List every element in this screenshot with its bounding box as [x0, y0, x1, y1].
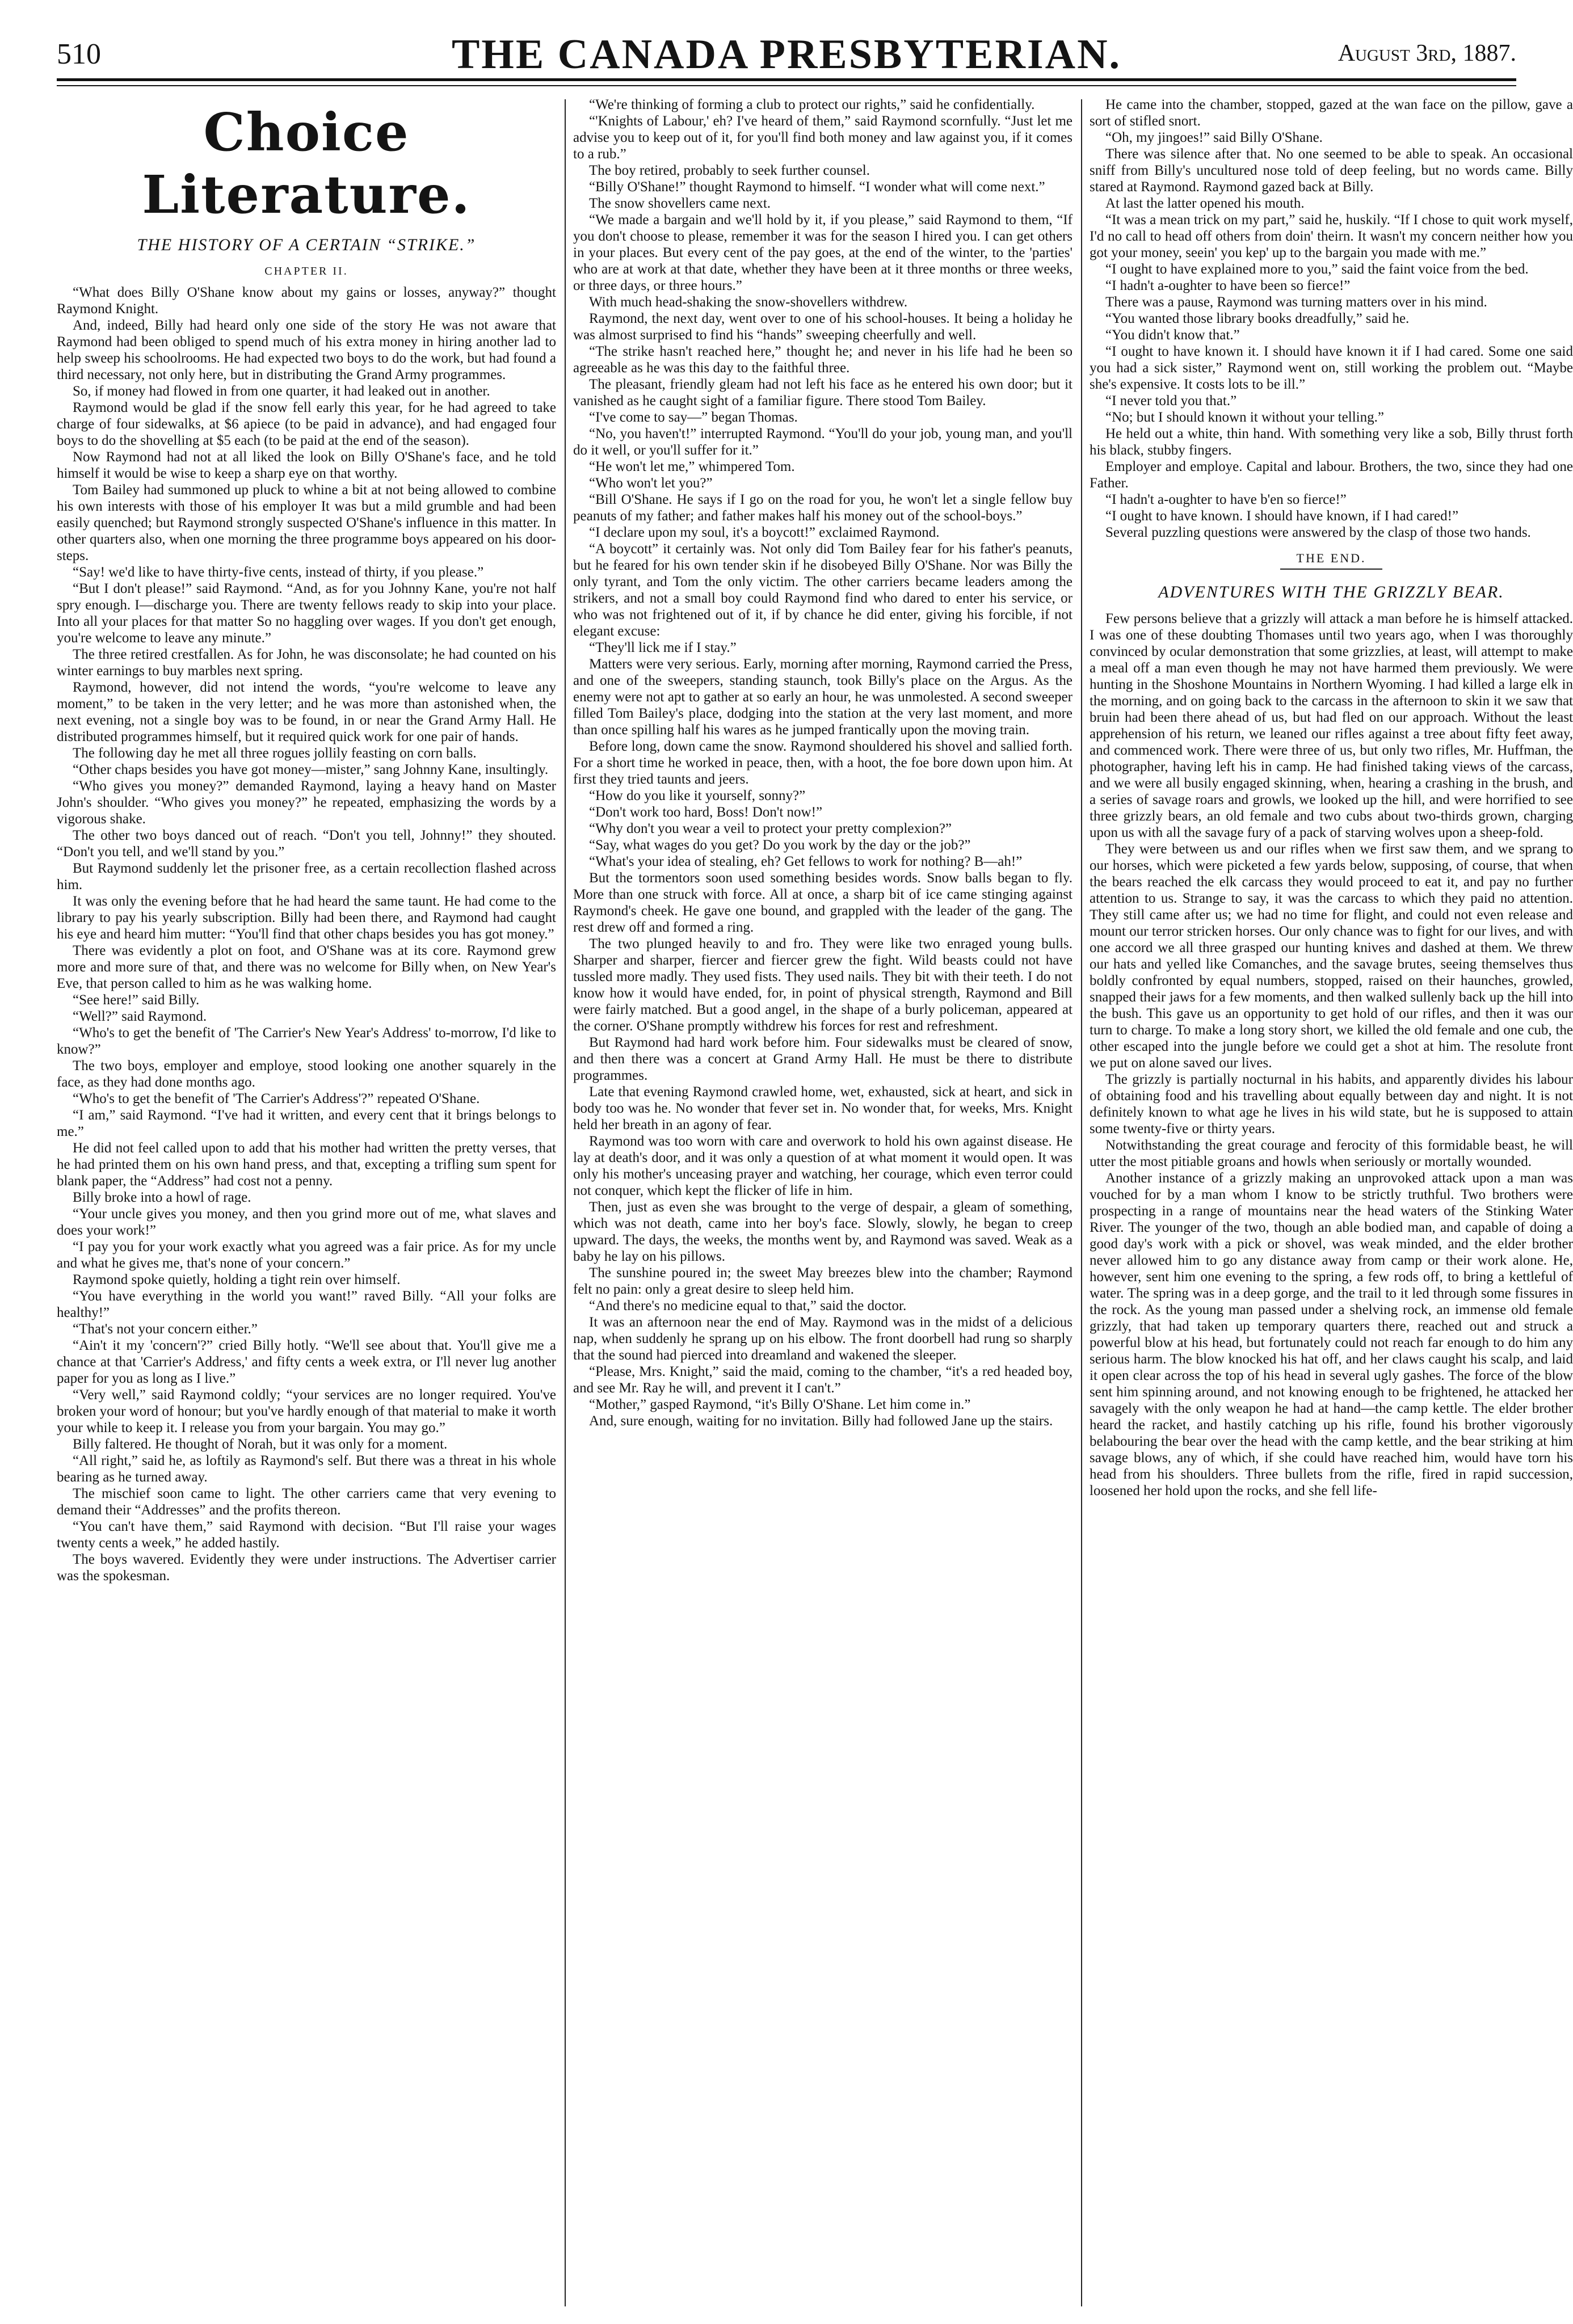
- paragraph: “Very well,” said Raymond coldly; “your services are no longer required. You've broken your word of honour; but you've hardly enough of that material to make it worth your while to keep it. I release you from your bargain. You may go.”: [57, 1387, 556, 1435]
- masthead-rule: [57, 78, 1516, 81]
- paragraph: “Bill O'Shane. He says if I go on the road for you, he won't let a single fellow buy peanuts of my father; and father makes half his money out of the school-boys.”: [573, 492, 1072, 524]
- paragraph: “What does Billy O'Shane know about my gains or losses, anyway?” thought Raymond Knight.: [57, 285, 556, 317]
- paragraph: “The strike hasn't reached here,” thought he; and never in his life had he been so agreeable as he was this day to the faithful three.: [573, 344, 1072, 376]
- paragraph: “I ought to have explained more to you,” said the faint voice from the bed.: [1105, 262, 1529, 277]
- paragraph: “A boycott” it certainly was. Not only did Tom Bailey fear for his father's peanuts, but he feared for his own tender skin if he disobeyed Billy O'Shane. Nor was Billy the only tyrant, and Tom the only victim. The other carriers became leaders among the strikers, and not a small boy could Raymond find who dared to enter his service, or who was not frightened out of it, if by chance he did enter, giving his forcible, if not elegant excuse:: [573, 541, 1072, 639]
- paragraph: But the tormentors soon used something besides words. Snow balls began to fly. More than one struck with force. All at once, a sharp bit of ice came stinging against Raymond's cheek. He gave one bound, and grappled with the leader of the gang. The rest drew off and formed a ring.: [573, 870, 1072, 935]
- paragraph: “I've come to say—” began Thomas.: [589, 410, 798, 425]
- paragraph: Billy broke into a howl of rage.: [73, 1190, 251, 1205]
- paragraph: “You wanted those library books dreadfully,” said he.: [1105, 311, 1410, 326]
- column-2: [573, 96, 1072, 2309]
- paragraph: “Other chaps besides you have got money—mister,” sang Johnny Kane, insultingly.: [73, 762, 549, 777]
- paragraph: And, indeed, Billy had heard only one side of the story He was not aware that Raymond had been obliged to spend much of his extra money in hiring another lad to help sweep his schoolrooms. He had expected two boys to do the work, but had found a third necessary, not only here, but in distributing the Grand Army programmes.: [57, 318, 556, 382]
- paragraph: “Please, Mrs. Knight,” said the maid, coming to the chamber, “it's a red headed boy, and see Mr. Ray he will, and prevent it I can't.”: [573, 1364, 1072, 1396]
- paragraph: But Raymond suddenly let the prisoner free, as a certain recollection flashed across him.: [57, 861, 556, 892]
- newspaper-title: THE CANADA PRESBYTERIAN.: [451, 31, 1122, 78]
- paragraph: “Say! we'd like to have thirty-five cents, instead of thirty, if you please.”: [73, 565, 484, 580]
- section-heading: Choice Literature.: [142, 102, 471, 225]
- paragraph: “Who's to get the benefit of 'The Carrier's New Year's Address' to-morrow, I'd like to know?”: [57, 1025, 556, 1057]
- paragraph: Raymond would be glad if the snow fell early this year, for he had agreed to take charge of four sidewalks, at $6 apiece (to be paid in advance), and had engaged four boys to do the shovelling at $5 each (to be paid at the end of the season).: [57, 400, 556, 448]
- paragraph: So, if money had flowed in from one quarter, it had leaked out in another.: [73, 384, 490, 399]
- paragraph: “I hadn't a-oughter to have b'en so fierce!”: [1105, 492, 1347, 507]
- paragraph: Several puzzling questions were answered by the clasp of those two hands.: [1105, 525, 1531, 540]
- paragraph: “'Knights of Labour,' eh? I've heard of them,” said Raymond scornfully. “Just let me advise you to keep out of it, for you'll find both money and law against you, if it comes to a rub.”: [573, 113, 1072, 162]
- article-body: [1090, 611, 1573, 1499]
- paragraph: “It was a mean trick on my part,” said he, huskily. “If I chose to quit work myself, I'd no call to head off others from doin' theirn. It wasn't my concern neither how you got your money, seein' you kep' up to the bargain you made with me.”: [1090, 212, 1573, 260]
- paragraph: The snow shovellers came next.: [589, 196, 771, 211]
- paragraph: The mischief soon came to light. The other carriers came that very evening to demand their “Addresses” and the profits thereon.: [57, 1486, 556, 1518]
- paragraph: “Oh, my jingoes!” said Billy O'Shane.: [1105, 130, 1323, 145]
- paragraph: The three retired crestfallen. As for John, he was disconsolate; he had counted on his winter earnings to buy marbles next spring.: [57, 647, 556, 679]
- paragraph: “They'll lick me if I stay.”: [589, 640, 737, 655]
- paragraph: The boy retired, probably to seek further counsel.: [589, 163, 870, 178]
- paragraph: He came into the chamber, stopped, gazed at the wan face on the pillow, gave a sort of stifled snort.: [1090, 97, 1573, 129]
- paragraph: “You have everything in the world you want!” raved Billy. “All your folks are healthy!”: [57, 1289, 556, 1320]
- paragraph: Raymond spoke quietly, holding a tight rein over himself.: [73, 1272, 401, 1287]
- column-1: [57, 96, 556, 2309]
- column-divider: [565, 99, 566, 2306]
- paragraph: “We're thinking of forming a club to protect our rights,” said he confidentially.: [589, 97, 1035, 112]
- paragraph: “Don't work too hard, Boss! Don't now!”: [589, 805, 823, 820]
- paragraph: There was a pause, Raymond was turning matters over in his mind.: [1105, 294, 1487, 310]
- paragraph: Matters were very serious. Early, morning after morning, Raymond carried the Press, and one of the sweepers, standing staunch, took Billy's place on the Argus. As the enemy were not apt to gather at so early an hour, he was unmolested. A second sweeper filled Tom Bailey's place, dodging into the station at the very last moment, and more than once spilling half his wares as he jumped frantically upon the moving train.: [573, 656, 1072, 738]
- paragraph: “Mother,” gasped Raymond, “it's Billy O'Shane. Let him come in.”: [589, 1397, 971, 1412]
- paragraph: “I pay you for your work exactly what you agreed was a fair price. As for my uncle and what he gives me, that's none of your concern.”: [57, 1239, 556, 1271]
- paragraph: It was only the evening before that he had heard the same taunt. He had come to the library to pay his yearly subscription. Billy had been there, and Raymond had caught his eye and heard him mutter: “You'll find that other chaps besides you has got money.”: [57, 894, 556, 942]
- paragraph: There was evidently a plot on foot, and O'Shane was at its core. Raymond grew more and more sure of that, and there was no welcome for Billy when, on New Year's Eve, that person called to him as he was walking home.: [57, 943, 556, 991]
- paragraph: “I never told you that.”: [1105, 393, 1237, 409]
- masthead-rule-thin: [57, 85, 1516, 86]
- paragraph: The two boys, employer and employe, stood looking one another squarely in the face, as they had done months ago.: [57, 1058, 556, 1090]
- paragraph: “Ain't it my 'concern'?” cried Billy hotly. “We'll see about that. You'll give me a chance at that 'Carrier's Address,' and fifty cents a week extra, or I'll never lug another paper for you as long as I live.”: [57, 1338, 556, 1386]
- paragraph: “I ought to have known. I should have known, if I had cared!”: [1105, 508, 1459, 524]
- article-body: [57, 284, 556, 1584]
- paragraph: There was silence after that. No one seemed to be able to speak. An occasional sniff from Billy's uncultured nose told of deep feeling, but no words came. Billy stared at Raymond. Raymond gazed back at Billy.: [1090, 146, 1573, 195]
- paragraph: “All right,” said he, as loftily as Raymond's self. But there was a threat in his whole bearing as he turned away.: [57, 1453, 556, 1485]
- paragraph: Few persons believe that a grizzly will attack a man before he is himself attacked. I was one of these doubting Thomases until two years ago, when I was thoroughly convinced by ocular demonstration that some grizzlies, at least, will attempt to make a meal off a man even though he may not have harmed them previously. We were hunting in the Shoshone Mountains in Northern Wyoming. I had killed a large elk in the morning, and on going back to the carcass in the afternoon to skin it we saw that bruin had been there ahead of us, but had fled on our approach. Without the least apprehension of his return, we leaned our rifles against a tree about fifty feet away, and commenced work. There were three of us, but only two rifles, Mr. Huffman, the photographer, having left his in camp. He had finished taking views of the carcass, and we were all busily engaged skinning, when, hearing a crashing in the brush, and a series of savage roars and growls, we looked up the hill, and were horrified to see three grizzly bears, an old female and two cubs about two-thirds grown, charging upon us with all the savage fury of a pack of starving wolves upon a sheep-fold.: [1090, 611, 1573, 840]
- paragraph: Raymond was too worn with care and overwork to hold his own against disease. He lay at death's door, and it was only a question of at what moment it would open. It was only his mother's unceasing prayer and watching, her courage, which even terror could not conquer, which kept the flicker of life in him.: [573, 1134, 1072, 1198]
- paragraph: “You can't have them,” said Raymond with decision. “But I'll raise your wages twenty cents a week,” he added hastily.: [57, 1519, 556, 1551]
- paragraph: “Why don't you wear a veil to protect your pretty complexion?”: [589, 821, 952, 836]
- page-number: 510: [57, 38, 101, 70]
- paragraph: “Who gives you money?” demanded Raymond, laying a heavy hand on Master John's shoulder. “Who gives you money?” he repeated, emphasizing the words by a vigorous shake.: [57, 778, 556, 827]
- paragraph: “And there's no medicine equal to that,” said the doctor.: [589, 1298, 907, 1313]
- paragraph: “Your uncle gives you money, and then you grind more out of me, what slaves and does your work!”: [57, 1206, 556, 1238]
- paragraph: Then, just as even she was brought to the verge of despair, a gleam of something, which was not death, came into her boy's face. Slowly, slowly, he began to creep upward. The days, the weeks, the months went by, and Raymond was saved. Weak as a baby he lay on his pillows.: [573, 1199, 1072, 1264]
- article-body: [573, 96, 1072, 1429]
- paragraph: “I declare upon my soul, it's a boycott!” exclaimed Raymond.: [589, 525, 940, 540]
- paragraph: Raymond, however, did not intend the words, “you're welcome to leave any moment,” to be taken in the very letter; and he was more than astonished when, the next evening, not a single boy was to be found, in or near the Grand Army Hall. He distributed programmes himself, but it required quick work for one pair of hands.: [57, 680, 556, 744]
- column-divider: [1081, 99, 1082, 2306]
- paragraph: The two plunged heavily to and fro. They were like two enraged young bulls. Sharper and sharper, fiercer and fiercer grew the fight. Wild beasts could not have tussled more madly. They used fists. They used nails. They bit with their teeth. I do not know how it would have ended, for, in point of physical strength, Raymond and Bill were fairly matched. But a good angel, in the shape of a burly policeman, appeared at the corner. O'Shane promptly withdrew his forces for rest and refreshment.: [573, 936, 1072, 1034]
- paragraph: “Well?” said Raymond.: [73, 1009, 207, 1024]
- paragraph: “No; but I should known it without your telling.”: [1105, 410, 1384, 425]
- paragraph: The pleasant, friendly gleam had not left his face as he entered his own door; but it vanished as he caught sight of a familiar figure. There stood Tom Bailey.: [573, 377, 1072, 409]
- paragraph: “Who won't let you?”: [589, 475, 713, 491]
- paragraph: The following day he met all three rogues jollily feasting on corn balls.: [73, 746, 477, 761]
- paragraph: But Raymond had hard work before him. Four sidewalks must be cleared of snow, and then there was a concert at Grand Army Hall. He must be there to distribute programmes.: [573, 1035, 1072, 1083]
- end-rule: [1280, 569, 1382, 570]
- paragraph: “No, you haven't!” interrupted Raymond. “You'll do your job, young man, and you'll do it well, or you'll suffer for it.”: [573, 426, 1072, 458]
- paragraph: The sunshine poured in; the sweet May breezes blew into the chamber; Raymond felt no pain: only a great desire to sleep held him.: [573, 1265, 1072, 1297]
- paragraph: “That's not your concern either.”: [73, 1321, 258, 1337]
- paragraph: He held out a white, thin hand. With something very like a sob, Billy thrust forth his black, stubby fingers.: [1090, 426, 1573, 458]
- paragraph: “But I don't please!” said Raymond. “And, as for you Johnny Kane, you're not half spry enough. I—discharge you. There are twenty fellows ready to skip into your place. Into all your places for that matter So no haggling over wages. If you don't get enough, you're welcome to leave any minute.”: [57, 581, 556, 646]
- paragraph: Employer and employe. Capital and labour. Brothers, the two, since they had one Father.: [1090, 459, 1573, 491]
- paragraph: “I am,” said Raymond. “I've had it written, and every cent that it brings belongs to me.”: [57, 1108, 556, 1139]
- paragraph: The other two boys danced out of reach. “Don't you tell, Johnny!” they shouted. “Don't you tell, and we'll stand by you.”: [57, 828, 556, 860]
- paragraph: And, sure enough, waiting for no invitation. Billy had followed Jane up the stairs.: [589, 1413, 1053, 1429]
- paragraph: With much head-shaking the snow-shovellers withdrew.: [589, 294, 908, 310]
- paragraph: “How do you like it yourself, sonny?”: [589, 788, 806, 803]
- paragraph: “Who's to get the benefit of 'The Carrier's Address'?” repeated O'Shane.: [73, 1091, 480, 1106]
- paragraph: “He won't let me,” whimpered Tom.: [589, 459, 795, 474]
- paragraph: It was an afternoon near the end of May. Raymond was in the midst of a delicious nap, when suddenly he sprang up on his elbow. The front doorbell had rung so sharply that the sound had pierced into dreamland and wakened the sleeper.: [573, 1315, 1072, 1363]
- paragraph: They were between us and our rifles when we first saw them, and we sprang to our horses, which were picketed a few yards below, supposing, of course, that when the bears reached the elk carcass they would proceed to eat it, and pay no further attention to us. Strange to say, it was the carcass to which they paid no attention. They still came after us; we had no time for flight, and could not even release and mount our terror stricken horses. Our only chance was to fight for our lives, and with one accord we all three grasped our hunting knives and dashed at them. We threw our hats and yelled like Comanches, and the savage brutes, seeing themselves thus boldly confronted by equal numbers, stopped, raised on their haunches, growled, snapped their jaws for a few moments, and then walked sullenly back up the hill into the bush. This gave us an opportunity to get hold of our rifles, and then it was our turn to charge. To make a long story short, we killed the old female and one cub, the other escaped into the jungle before we could get a shot at him. The resolute front we put on alone saved our lives.: [1090, 841, 1573, 1071]
- paragraph: The grizzly is partially nocturnal in his habits, and apparently divides his labour of obtaining food and his travelling about equally between day and night. It is not definitely known to what age he lives in his wild state, but he is supposed to attain some twenty-five or thirty years.: [1090, 1072, 1573, 1136]
- paragraph: “What's your idea of stealing, eh? Get fellows to work for nothing? B—ah!”: [589, 854, 1023, 869]
- masthead: [57, 27, 1516, 78]
- paragraph: Notwithstanding the great courage and ferocity of this formidable beast, he will utter the most pitiable groans and howls when seriously or mortally wounded.: [1090, 1138, 1573, 1169]
- paragraph: “I hadn't a-oughter to have been so fierce!”: [1105, 278, 1351, 293]
- paragraph: Late that evening Raymond crawled home, wet, exhausted, sick at heart, and sick in body too was he. No wonder that fever set in. No wonder that, for weeks, Mrs. Knight held her breath in an agony of fear.: [573, 1084, 1072, 1132]
- paragraph: Billy faltered. He thought of Norah, but it was only for a moment.: [73, 1437, 448, 1452]
- paragraph: “See here!” said Billy.: [73, 992, 200, 1008]
- paragraph: Another instance of a grizzly making an unprovoked attack upon a man was vouched for by a man whom I know to be strictly truthful. Two brothers were prospecting in a range of mountains near the head waters of the Stinking Water River. The younger of the two, though an able bodied man, and capable of doing a good day's work with a pick or shovel, was weak minded, and the elder brother never allowed him to go any distance away from camp or their work alone. He, however, sent him one evening to the spring, a few rods off, to bring a kettleful of water. The spring was in a deep gorge, and the trail to it led through some fissures in the rock. As the young man passed under a shelving rock, an immense old female grizzly, that had taken up temporary quarters there, reached out and struck a powerful blow at his head, but fortunately could not reach far enough to do him any serious harm. The blow knocked his hat off, and her claws caught his scalp, and laid it open clear across the top of his head in several ugly gashes. The force of the blow sent him spinning around, and not knowing enough to be frightened, he attacked her savagely with the only weapon he had at hand—the camp kettle. The elder brother heard the racket, and hastily catching up his rifle, found his brother vigorously belabouring the bear over the head with the camp kettle, and the bear striking at him savage blows, any of which, if she could have reached him, would have torn his head from his shoulders. Three bullets from the rifle, fired in rapid succession, loosened her hold upon the rocks, and she fell life-: [1090, 1171, 1573, 1498]
- article-title: ADVENTURES WITH THE GRIZZLY BEAR.: [1158, 583, 1504, 601]
- paragraph: “Billy O'Shane!” thought Raymond to himself. “I wonder what will come next.”: [589, 179, 1045, 195]
- article-body: [1090, 96, 1573, 541]
- end-marker: THE END.: [1296, 551, 1366, 565]
- paragraph: Before long, down came the snow. Raymond shouldered his shovel and sallied forth. For a short time he worked in peace, then, with a hoot, the foe bore down upon him. At first they tried taunts and jeers.: [573, 739, 1072, 787]
- paragraph: Raymond, the next day, went over to one of his school-houses. It being a holiday he was almost surprised to find his “hands” sweeping cheerfully and well.: [573, 311, 1072, 343]
- paragraph: He did not feel called upon to add that his mother had written the pretty verses, that he had printed them on his own hand press, and that, excepting a trifling sum spent for blank paper, the “Address” had cost not a penny.: [57, 1140, 556, 1189]
- issue-date: August 3rd, 1887.: [1338, 40, 1516, 66]
- paragraph: Now Raymond had not at all liked the look on Billy O'Shane's face, and he told himself it would be wise to keep a sharp eye on that worthy.: [57, 449, 556, 481]
- paragraph: “You didn't know that.”: [1105, 327, 1240, 343]
- article-title: THE HISTORY OF A CERTAIN “STRIKE.”: [137, 235, 476, 254]
- column-3: [1090, 96, 1573, 2309]
- paragraph: “We made a bargain and we'll hold by it, if you please,” said Raymond to them, “If you don't choose to please, remember it was for the season I hired you. I can get others in your places. But every cent of the pay goes, at the end of the winter, to the 'parties' who are at work at that date, whether they have been at it three months or three weeks, or three days, or three hours.”: [573, 212, 1072, 293]
- paragraph: “I ought to have known it. I should have known it if I had cared. Some one said you had a sick sister,” Raymond went on, still working the problem out. “Maybe she's expensive. It costs lots to be ill.”: [1090, 344, 1573, 392]
- paragraph: “Say, what wages do you get? Do you work by the day or the job?”: [589, 837, 971, 853]
- paragraph: At last the latter opened his mouth.: [1105, 196, 1305, 211]
- paragraph: The boys wavered. Evidently they were under instructions. The Advertiser carrier was the spokesman.: [57, 1552, 556, 1584]
- chapter-heading: CHAPTER II.: [264, 265, 348, 277]
- paragraph: Tom Bailey had summoned up pluck to whine a bit at not being allowed to combine his own interests with those of his employer It was but a mild grumble and had been easily quenched; but Raymond strongly suspected O'Shane's influence in this matter. In other quarters also, when one morning the three programme boys appeared on his door-steps.: [57, 482, 556, 563]
